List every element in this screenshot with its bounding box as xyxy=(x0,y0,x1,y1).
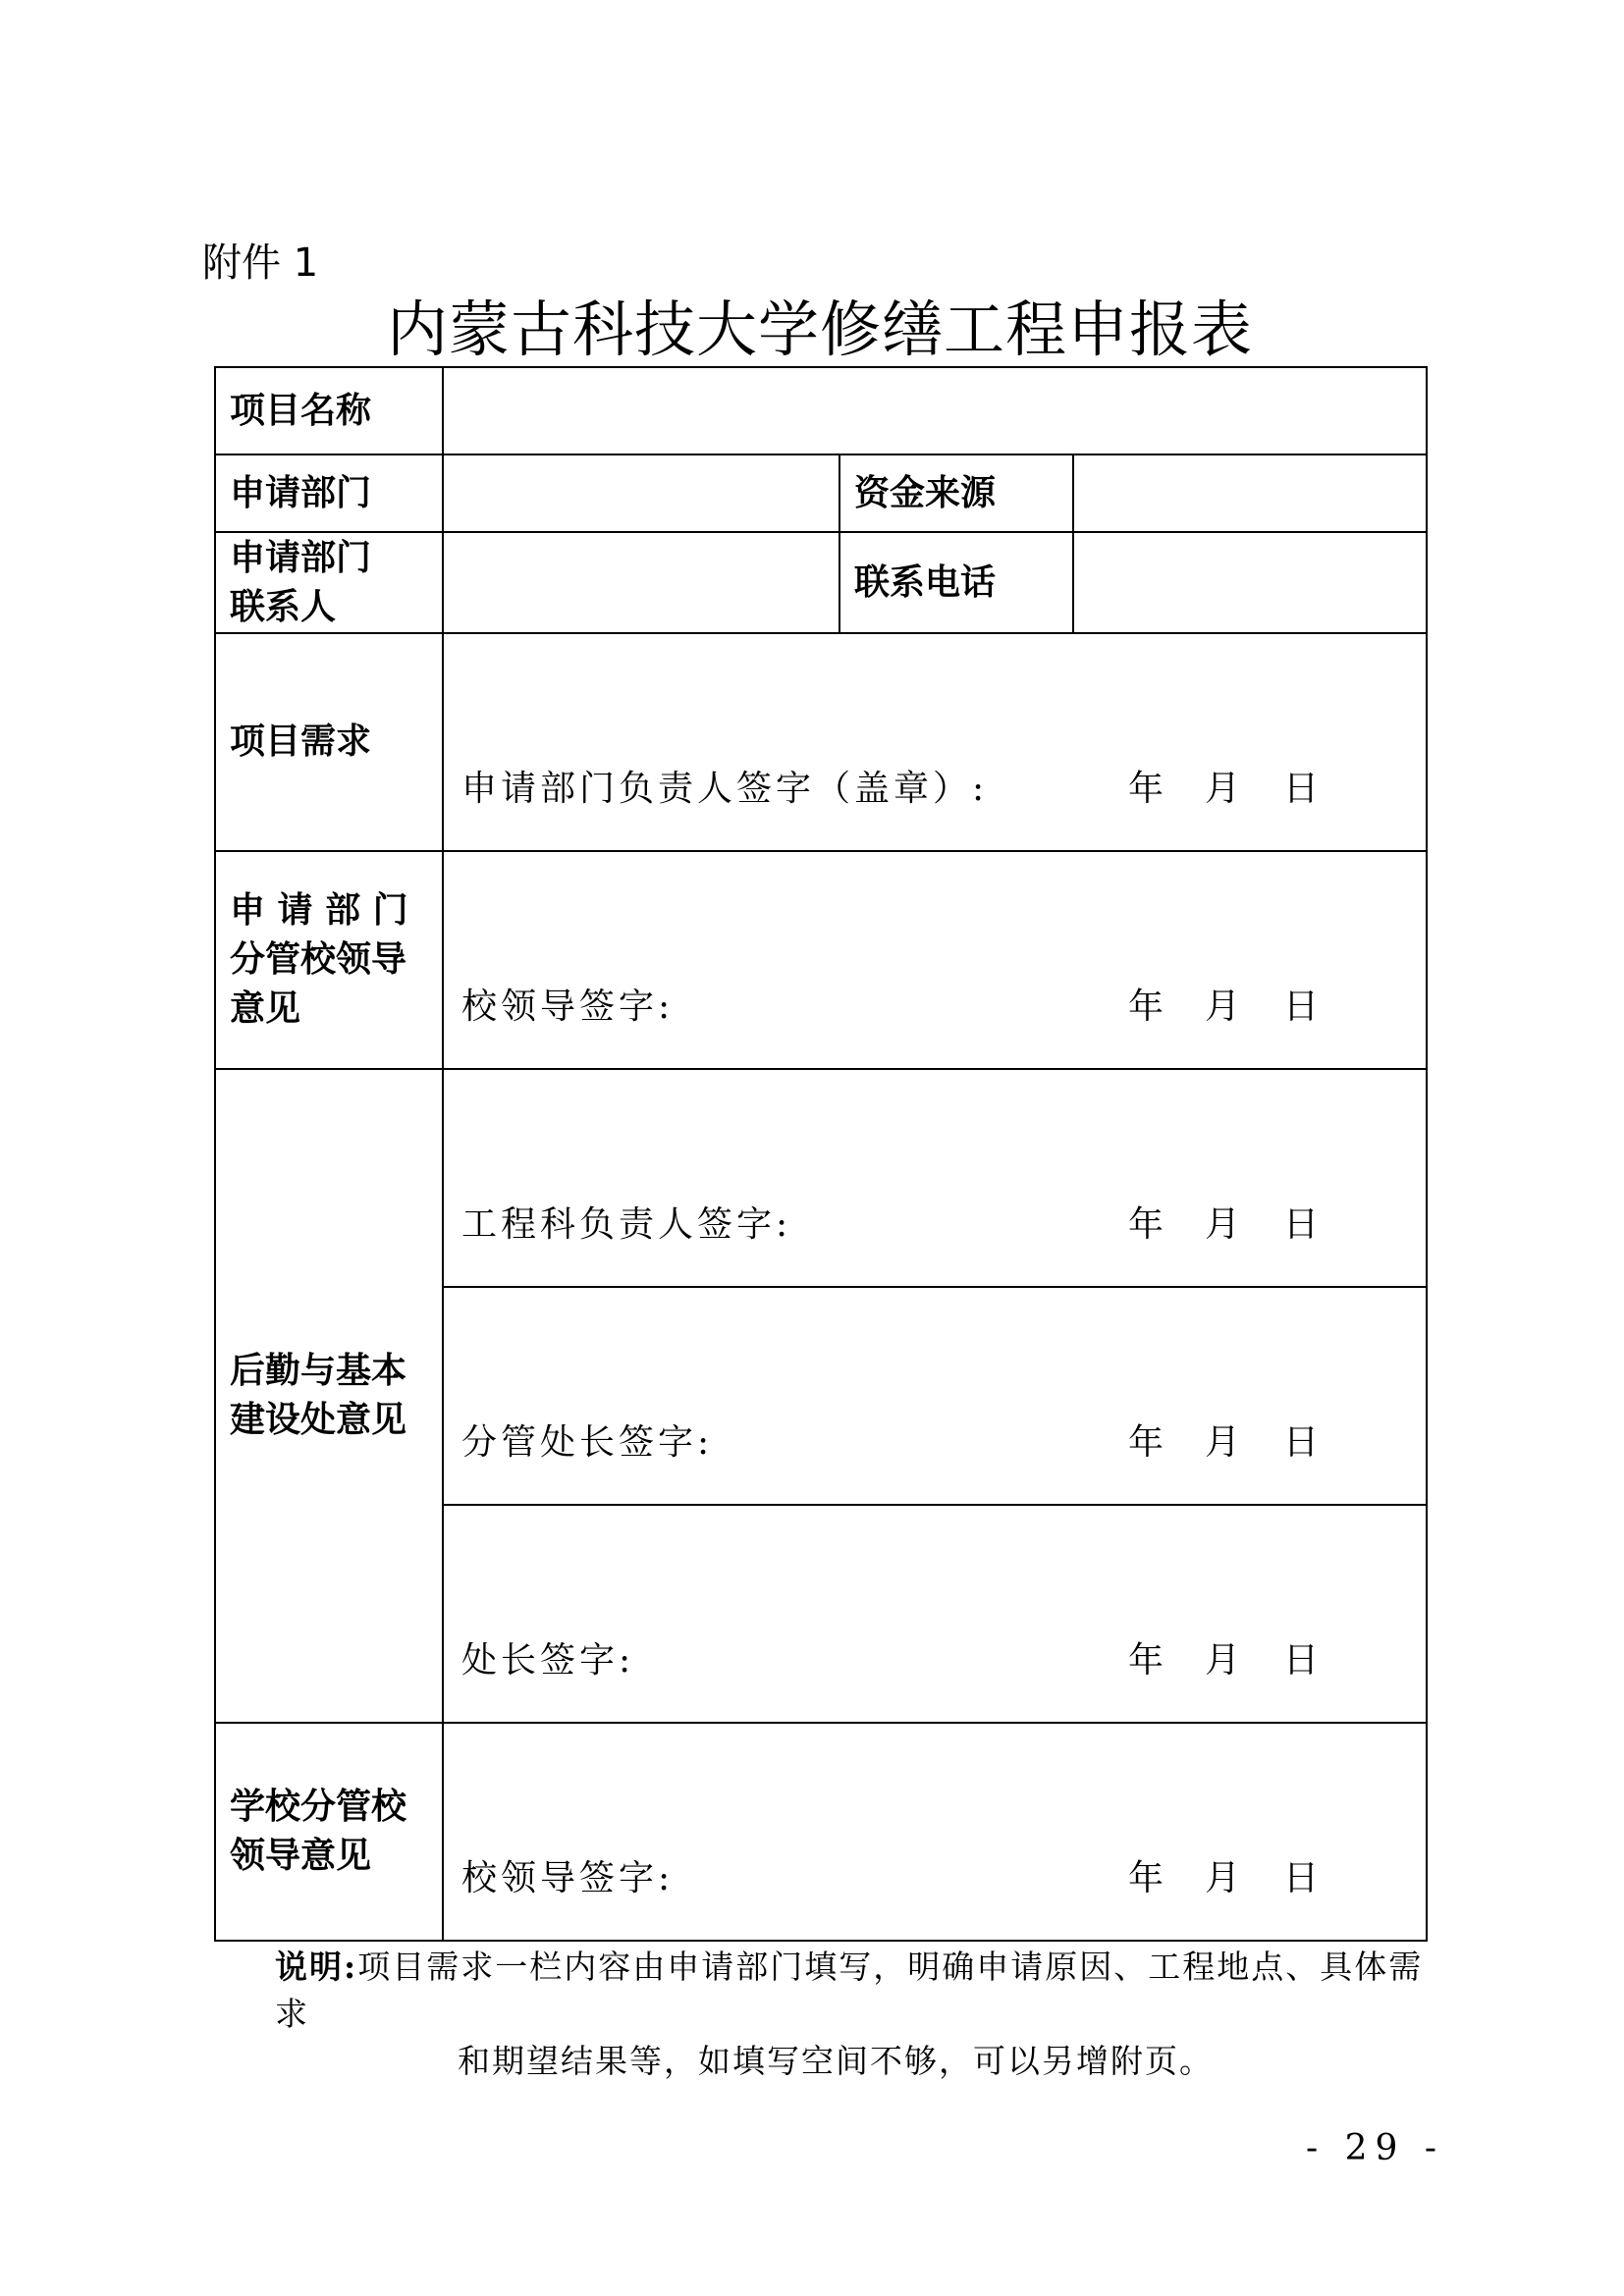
month-label: 月 xyxy=(1205,1204,1241,1245)
page-number: - 29 - xyxy=(1306,2128,1445,2168)
row-contact-phone xyxy=(215,532,1427,633)
dept-leader-label-line1: 申 请 部 门 xyxy=(230,890,408,931)
row-project-name xyxy=(215,367,1427,454)
year-label: 年 xyxy=(1128,1858,1164,1898)
deputy-director-field[interactable] xyxy=(443,1287,1427,1505)
attachment-label: 附件 1 xyxy=(202,240,319,286)
day-label: 日 xyxy=(1283,1858,1320,1898)
dept-leader-opinion-field[interactable] xyxy=(443,851,1427,1069)
contact-label-line1: 申请部门 xyxy=(230,537,372,578)
dept-leader-label-line3: 意见 xyxy=(230,988,301,1029)
school-leader-label-line2: 领导意见 xyxy=(230,1836,372,1876)
row-dept-leader-opinion xyxy=(215,851,1427,1069)
day-label: 日 xyxy=(1283,1422,1320,1463)
year-label: 年 xyxy=(1128,1204,1164,1245)
apply-dept-label: 申请部门 xyxy=(215,454,443,532)
school-leader-label xyxy=(215,1723,443,1941)
director-field[interactable] xyxy=(443,1505,1427,1723)
logistics-label xyxy=(215,1069,443,1723)
apply-dept-field[interactable] xyxy=(443,454,839,532)
director-signature-label: 处长签字: xyxy=(461,1640,635,1681)
application-form-table xyxy=(214,366,1428,1942)
contact-label-line2: 联系人 xyxy=(230,586,337,627)
month-label: 月 xyxy=(1205,1858,1241,1898)
contact-label xyxy=(215,532,443,633)
fund-source-field[interactable] xyxy=(1073,454,1427,532)
logistics-label-line2: 建设处意见 xyxy=(230,1400,407,1440)
month-label: 月 xyxy=(1205,769,1241,809)
dept-leader-label-line2: 分管校领导 xyxy=(230,939,407,980)
project-name-field[interactable] xyxy=(443,367,1427,454)
dept-head-signature-label: 申请部门负责人签字（盖章）: xyxy=(461,769,989,809)
row-demand xyxy=(215,633,1427,851)
school-leader-final-signature-label: 校领导签字: xyxy=(461,1858,675,1898)
form-note xyxy=(275,1944,1434,2085)
note-lead: 说明: xyxy=(275,1948,358,1986)
demand-label: 项目需求 xyxy=(215,633,443,851)
contact-field[interactable] xyxy=(443,532,839,633)
year-label: 年 xyxy=(1128,1422,1164,1463)
year-label: 年 xyxy=(1128,1640,1164,1681)
day-label: 日 xyxy=(1283,1204,1320,1245)
deputy-director-signature-label: 分管处长签字: xyxy=(461,1422,714,1463)
year-label: 年 xyxy=(1128,987,1164,1027)
day-label: 日 xyxy=(1283,1640,1320,1681)
day-label: 日 xyxy=(1283,769,1320,809)
row-school-leader-opinion xyxy=(215,1723,1427,1941)
row-dept-fund xyxy=(215,454,1427,532)
year-label: 年 xyxy=(1128,769,1164,809)
form-title: 内蒙古科技大学修缮工程申报表 xyxy=(386,294,1253,365)
engineering-head-signature-label: 工程科负责人签字: xyxy=(461,1204,792,1245)
project-name-label: 项目名称 xyxy=(215,367,443,454)
row-engineering-head xyxy=(215,1069,1427,1287)
engineering-head-field[interactable] xyxy=(443,1069,1427,1287)
month-label: 月 xyxy=(1205,1422,1241,1463)
school-leader-opinion-field[interactable] xyxy=(443,1723,1427,1941)
school-leader-signature-label: 校领导签字: xyxy=(461,987,675,1027)
demand-field[interactable] xyxy=(443,633,1427,851)
dept-leader-label xyxy=(215,851,443,1069)
school-leader-label-line1: 学校分管校 xyxy=(230,1787,407,1827)
day-label: 日 xyxy=(1283,987,1320,1027)
month-label: 月 xyxy=(1205,1640,1241,1681)
month-label: 月 xyxy=(1205,987,1241,1027)
phone-field[interactable] xyxy=(1073,532,1427,633)
note-line2: 和期望结果等，如填写空间不够，可以另增附页。 xyxy=(458,2042,1214,2080)
fund-source-label: 资金来源 xyxy=(839,454,1073,532)
logistics-label-line1: 后勤与基本 xyxy=(230,1351,407,1391)
phone-label: 联系电话 xyxy=(839,532,1073,633)
note-line1: 项目需求一栏内容由申请部门填写，明确申请原因、工程地点、具体需求 xyxy=(275,1948,1424,2033)
